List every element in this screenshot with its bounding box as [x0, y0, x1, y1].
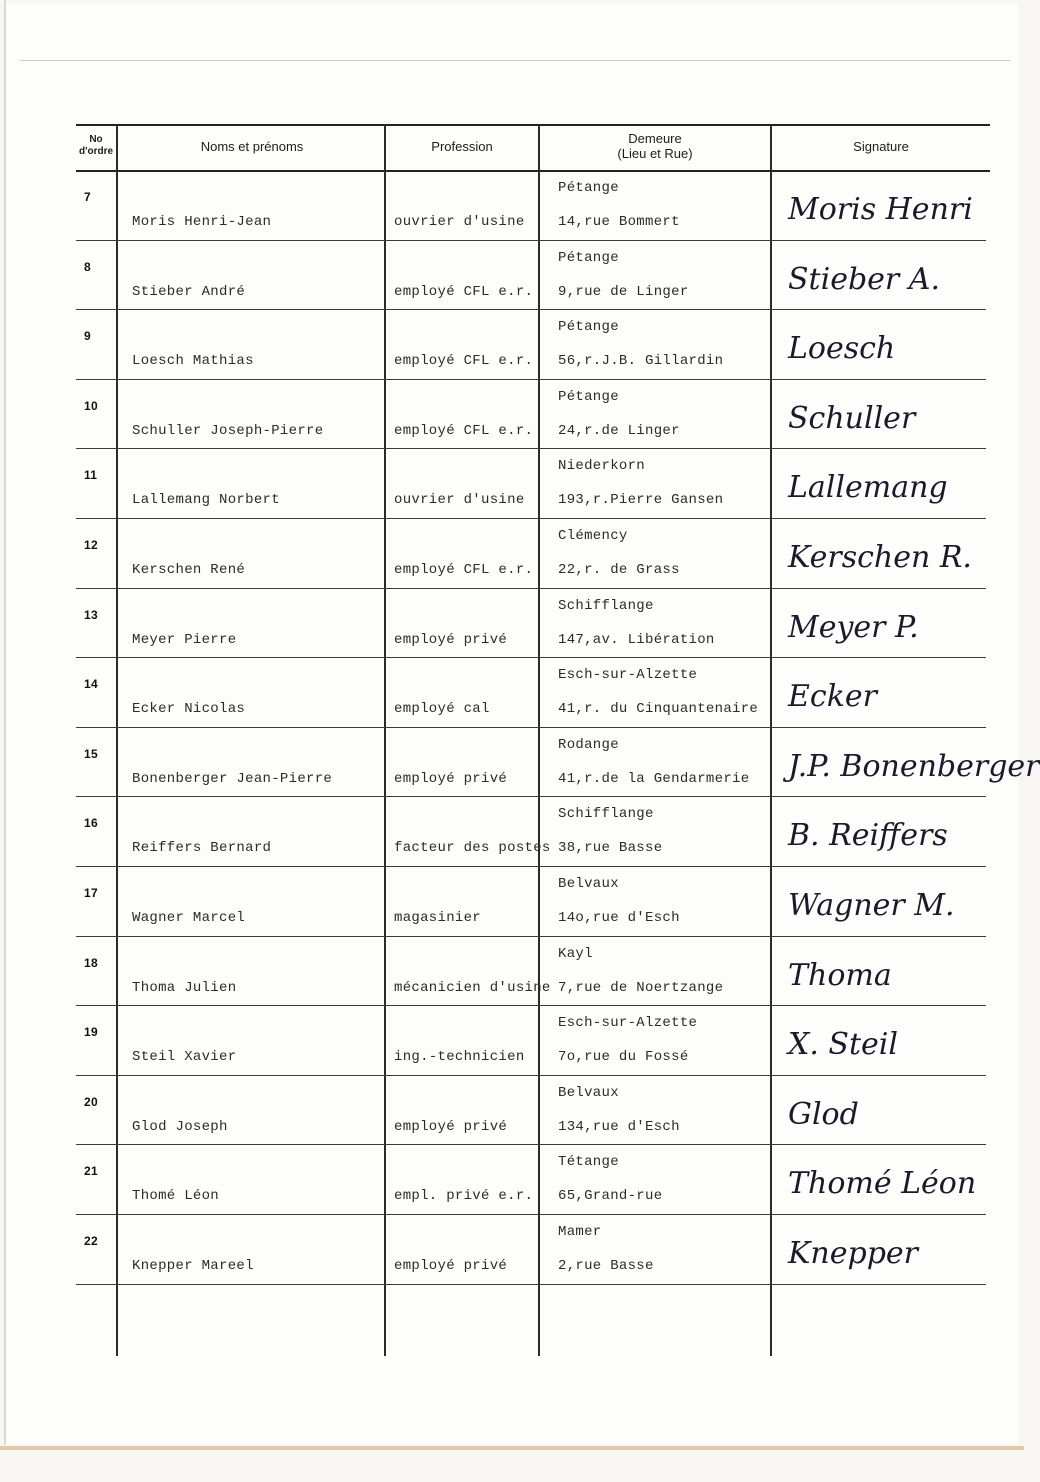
row-divider [76, 240, 986, 241]
row-signature: Knepper [788, 1236, 918, 1271]
row-signature: Ecker [788, 679, 877, 715]
row-street: 14,rue Bommert [558, 214, 680, 230]
row-number: 13 [84, 607, 98, 622]
row-signature: Moris Henri [788, 192, 973, 227]
row-divider [76, 727, 986, 728]
row-divider [76, 588, 986, 589]
row-street: 56,r.J.B. Gillardin [558, 353, 724, 370]
row-street: 65,Grand-rue [558, 1188, 663, 1205]
row-name: Ecker Nicolas [132, 701, 246, 718]
row-street: 41,r. du Cinquantenaire [558, 701, 759, 718]
row-divider [76, 866, 986, 867]
row-divider [76, 657, 986, 658]
row-number: 20 [84, 1094, 98, 1109]
row-town: Esch-sur-Alzette [558, 667, 698, 684]
row-signature: Loesch [788, 331, 896, 367]
row-divider [76, 518, 986, 519]
row-divider [76, 1144, 986, 1145]
header-profession: Profession [431, 138, 493, 154]
row-number: 19 [84, 1025, 98, 1040]
row-town: Pétange [558, 180, 619, 196]
row-town: Clémency [558, 528, 628, 544]
row-number: 17 [84, 886, 98, 900]
row-divider [76, 309, 986, 310]
row-profession: employé CFL e.r. [394, 353, 534, 370]
row-number: 18 [84, 955, 98, 970]
row-number: 11 [84, 468, 98, 483]
row-divider [76, 379, 986, 380]
row-town: Rodange [558, 736, 619, 753]
row-profession: facteur des postes [394, 840, 551, 857]
row-number: 22 [84, 1234, 98, 1248]
row-number: 15 [84, 746, 98, 761]
row-street: 41,r.de la Gendarmerie [558, 770, 750, 787]
row-signature: J.P. Bonenberger [788, 748, 1040, 784]
row-name: Wagner Marcel [132, 910, 246, 926]
row-profession: employé CFL e.r. [394, 283, 534, 300]
row-signature: Meyer P. [788, 609, 919, 645]
row-town: Schifflange [558, 806, 654, 823]
row-name: Moris Henri-Jean [132, 214, 272, 230]
row-town: Pétange [558, 319, 619, 336]
header-no-ordre: No d'ordre [78, 134, 114, 157]
row-profession: ouvrier d'usine [394, 492, 525, 509]
row-name: Meyer Pierre [132, 631, 237, 648]
row-signature: X. Steil [788, 1027, 898, 1063]
row-name: Kerschen René [132, 562, 246, 578]
row-number: 16 [84, 816, 98, 831]
row-street: 193,r.Pierre Gansen [558, 492, 724, 509]
top-rule [20, 60, 1010, 61]
row-profession: employé privé [394, 770, 508, 787]
row-profession: employé privé [394, 1258, 508, 1274]
row-profession: employé CFL e.r. [394, 562, 534, 578]
row-profession: employé CFL e.r. [394, 422, 534, 439]
header-address: Demeure (Lieu et Rue) [617, 131, 693, 161]
row-divider [76, 1284, 986, 1285]
row-street: 7o,rue du Fossé [558, 1049, 689, 1066]
row-signature: Thoma [788, 957, 892, 993]
row-divider [76, 1005, 986, 1006]
row-number: 14 [84, 677, 98, 692]
row-name: Knepper Mareel [132, 1258, 254, 1274]
row-signature: Stieber A. [788, 261, 940, 297]
row-profession: ing.-technicien [394, 1049, 525, 1066]
row-street: 38,rue Basse [558, 840, 663, 857]
row-signature: Schuller [788, 400, 916, 436]
row-signature: Kerschen R. [788, 540, 972, 575]
row-profession: empl. privé e.r. [394, 1188, 534, 1205]
row-name: Bonenberger Jean-Pierre [132, 770, 333, 787]
row-town: Tétange [558, 1154, 619, 1171]
row-signature: B. Reiffers [788, 818, 948, 854]
row-number: 21 [84, 1164, 98, 1179]
page-bottom-edge [0, 1446, 1024, 1450]
row-town: Esch-sur-Alzette [558, 1015, 698, 1032]
row-street: 9,rue de Linger [558, 283, 689, 300]
row-profession: mécanicien d'usine [394, 979, 551, 996]
row-number: 7 [84, 190, 91, 204]
header-names: Noms et prénoms [200, 138, 304, 154]
row-town: Pétange [558, 388, 619, 405]
row-town: Belvaux [558, 1084, 619, 1101]
row-profession: employé privé [394, 1118, 508, 1135]
row-street: 7,rue de Noertzange [558, 979, 724, 996]
row-town: Schifflange [558, 597, 654, 614]
row-divider [76, 796, 986, 797]
row-name: Schuller Joseph-Pierre [132, 422, 324, 439]
page-edge [4, 0, 6, 1445]
row-divider [76, 1214, 986, 1215]
header-signature: Signature [853, 138, 909, 154]
row-town: Kayl [558, 945, 593, 962]
row-street: 22,r. de Grass [558, 562, 680, 578]
row-name: Loesch Mathias [132, 353, 254, 370]
row-divider [76, 448, 986, 449]
row-number: 12 [84, 538, 98, 552]
row-signature: Glod [788, 1096, 859, 1132]
row-signature: Thomé Léon [788, 1166, 977, 1202]
row-signature: Wagner M. [788, 888, 955, 923]
row-profession: employé cal [394, 701, 490, 718]
row-name: Steil Xavier [132, 1049, 237, 1066]
row-divider [76, 936, 986, 937]
row-number: 9 [84, 329, 91, 344]
row-profession: employé privé [394, 631, 508, 648]
row-street: 134,rue d'Esch [558, 1118, 680, 1135]
row-name: Lallemang Norbert [132, 492, 280, 509]
row-profession: ouvrier d'usine [394, 214, 525, 230]
row-name: Stieber André [132, 283, 246, 300]
row-town: Niederkorn [558, 458, 646, 475]
row-street: 147,av. Libération [558, 631, 715, 648]
row-town: Belvaux [558, 876, 619, 892]
row-street: 2,rue Basse [558, 1258, 654, 1274]
header-bottom-border [76, 170, 990, 172]
row-street: 24,r.de Linger [558, 422, 680, 439]
row-number: 8 [84, 259, 91, 274]
row-divider [76, 1075, 986, 1076]
row-street: 14o,rue d'Esch [558, 910, 680, 926]
row-name: Reiffers Bernard [132, 840, 272, 857]
row-town: Mamer [558, 1224, 602, 1240]
row-name: Glod Joseph [132, 1118, 228, 1135]
row-name: Thomé Léon [132, 1188, 220, 1205]
row-number: 10 [84, 398, 98, 413]
row-profession: magasinier [394, 910, 482, 926]
row-name: Thoma Julien [132, 979, 237, 996]
row-signature: Lallemang [788, 470, 948, 506]
row-town: Pétange [558, 249, 619, 266]
